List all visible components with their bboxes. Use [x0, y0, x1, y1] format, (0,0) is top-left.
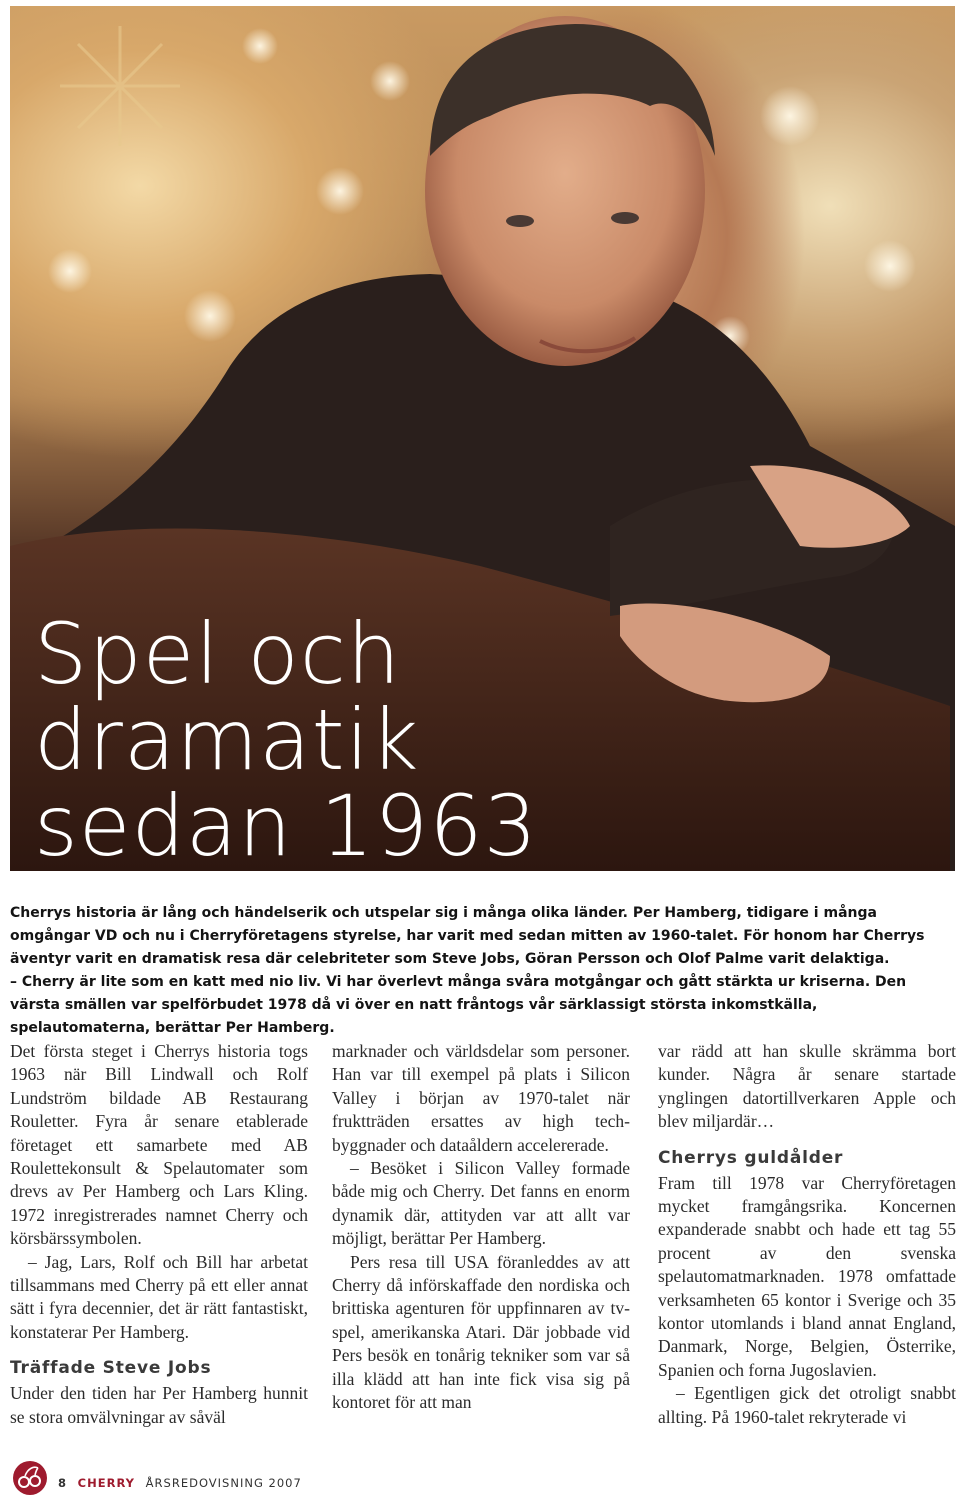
- cherry-logo-icon: [10, 1460, 50, 1496]
- body-paragraph: – Besöket i Silicon Valley formade både mig och Cherry. Det fanns en enorm dynamik där, attityden var att allt var möjligt, berättar Per Hamberg.: [332, 1158, 630, 1249]
- body-paragraph: var rädd att han skulle skrämma bort kunder. Några år senare startade ynglingen datortillverkaren Apple och blev miljardär…: [658, 1041, 956, 1132]
- section-heading: Cherrys guldålder: [658, 1147, 844, 1168]
- footer-text: [58, 1476, 302, 1490]
- section-heading: Träffade Steve Jobs: [10, 1358, 212, 1379]
- hero-photo: [10, 6, 955, 871]
- body-paragraph: – Jag, Lars, Rolf och Bill har arbetat tillsammans med Cherry på ett eller annat sätt i fyra decennier, det är rätt fantastiskt, konstaterar Per Hamberg.: [10, 1251, 308, 1342]
- column-3: [658, 1040, 956, 1429]
- footer-report: ÅRSREDOVISNING 2007: [145, 1476, 302, 1490]
- page-footer: [10, 1460, 410, 1500]
- body-paragraph: Pers resa till USA föranleddes av att Cherry då införskaffade den nordiska och brittiska agenturen för uppfinnaren av tv-spel, amerikanska Atari. Där jobbade vid Pers besök en tonårig tekniker som var så illa klädd att han inte fick visa sig på kontoret för att man: [332, 1251, 630, 1413]
- lead-quote: – Cherry är lite som en katt med nio liv. Vi har överlevt många svåra motgångar och gått stärkta ur kriserna. Den värsta smällen var spelförbudet 1978 då vi över en natt fråntogs vår särklassigt största inkomstkälla, spelautomaterna, berättar Per Hamberg.: [10, 974, 907, 1036]
- lead-intro: Cherrys historia är lång och händelserik och utspelar sig i många olika länder. Per Hamberg, tidigare i många omgångar VD och nu i Cherryföretagens styrelse, har varit med sedan mitten av 1960-talet. För honom har Cherrys äventyr varit en dramatisk resa där celebriteter som Steve Jobs, Göran Persson och Olof Palme varit delaktiga.: [10, 905, 925, 967]
- title-line-3: sedan 1963: [34, 777, 538, 871]
- column-1: [10, 1040, 308, 1429]
- page-number: 8: [58, 1476, 68, 1490]
- body-paragraph: Fram till 1978 var Cherryföretagen mycket framgångsrika. Koncernen expanderade snabbt och hade ett tag 55 procent av den svenska spelautomatmarknaden. 1978 omfattade verksamheten 65 kontor i Sverige och 35 kontor utomlands i bland annat England, Danmark, Norge, Belgien, Österrike, Spanien och forna Jugoslavien.: [658, 1172, 956, 1380]
- body-paragraph: marknader och världsdelar som personer. Han var till exempel på plats i Silicon Valley i början av 1970-talet när fruktträden ersattes av high tech-byggnader och dataåldern accelererade.: [332, 1041, 630, 1155]
- footer-brand: CHERRY: [77, 1476, 136, 1490]
- title-line-1: Spel och: [34, 605, 402, 703]
- lead-paragraph: [10, 902, 945, 1040]
- body-paragraph: Det första steget i Cherrys historia togs 1963 när Bill Lindwall och Rolf Lundström bildade AB Restaurang Rouletter. Fyra år senare etablerade företaget ett samarbete med AB Roulettekonsult & Spelautomater som drevs av Per Hamberg och Lars Kling. 1972 inregistrerades namnet Cherry och körsbärssymbolen.: [10, 1041, 308, 1249]
- column-2: [332, 1040, 630, 1415]
- page-title: [34, 605, 538, 871]
- body-paragraph: – Egentligen gick det otroligt snabbt allting. På 1960-talet rekryterade vi: [658, 1383, 956, 1427]
- body-paragraph: Under den tiden har Per Hamberg hunnit se stora omvälvningar av såväl: [10, 1383, 308, 1427]
- title-line-2: dramatik: [34, 691, 420, 789]
